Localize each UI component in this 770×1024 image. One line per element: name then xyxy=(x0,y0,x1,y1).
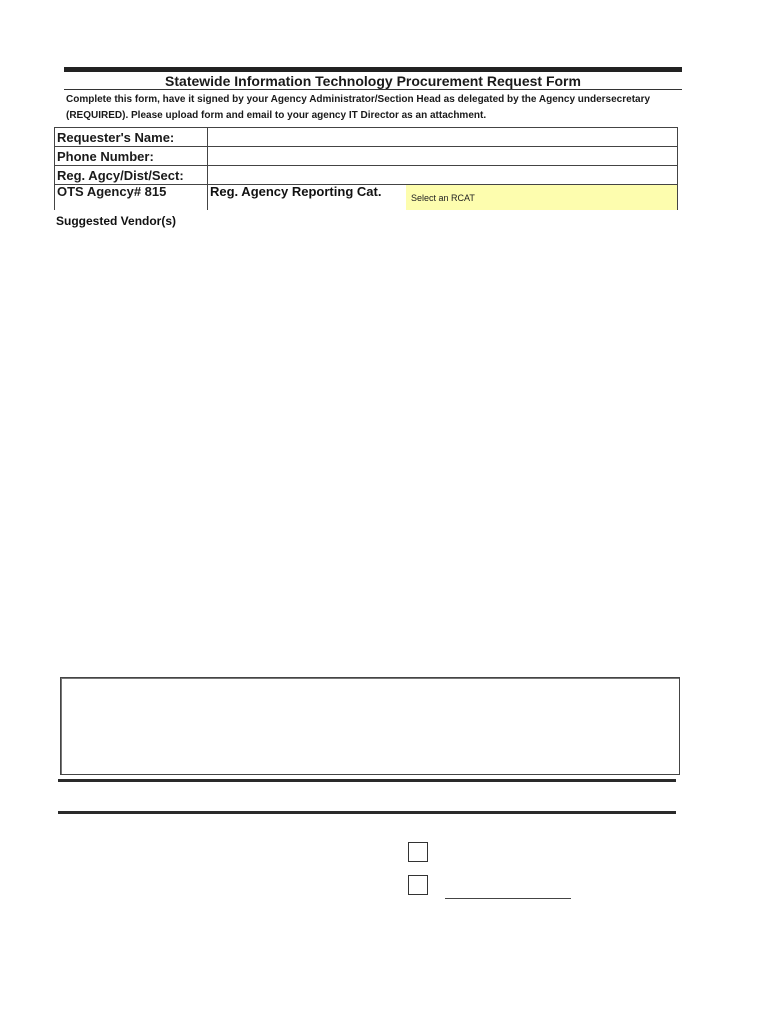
requester-name-label: Requester's Name: xyxy=(57,130,175,145)
form-instructions: Complete this form, have it signed by your Agency Administrator/Section Head as delegated by the Agency undersecretary (REQUIRED). Please upload form and email to your agency IT Director as an attachment. xyxy=(66,94,651,121)
notes-box[interactable] xyxy=(60,677,680,775)
ots-agency-label: OTS Agency# 815 xyxy=(57,184,167,199)
requester-name-field[interactable] xyxy=(207,128,678,146)
suggested-vendors-label: Suggested Vendor(s) xyxy=(56,214,177,228)
section-rule-lower xyxy=(58,811,676,814)
section-rule-upper xyxy=(58,779,676,782)
signature-line[interactable] xyxy=(445,898,571,899)
approval-checkbox-1[interactable] xyxy=(408,842,428,862)
requester-name-row xyxy=(55,128,677,147)
phone-number-row xyxy=(55,147,677,166)
agency-label: Reg. Agcy/Dist/Sect: xyxy=(57,168,184,183)
agency-field[interactable] xyxy=(207,166,678,184)
title-underline xyxy=(64,89,682,90)
agency-row xyxy=(55,166,677,185)
requester-table xyxy=(54,127,678,210)
ots-agency-row xyxy=(55,185,677,210)
rcat-label: Reg. Agency Reporting Cat. xyxy=(210,184,382,199)
rcat-select[interactable] xyxy=(406,185,677,210)
rcat-select-value: Select an RCAT xyxy=(411,193,475,203)
phone-number-label: Phone Number: xyxy=(57,149,154,164)
approval-checkbox-2[interactable] xyxy=(408,875,428,895)
form-title: Statewide Information Technology Procurement Request Form xyxy=(165,73,581,89)
phone-number-field[interactable] xyxy=(207,147,678,165)
